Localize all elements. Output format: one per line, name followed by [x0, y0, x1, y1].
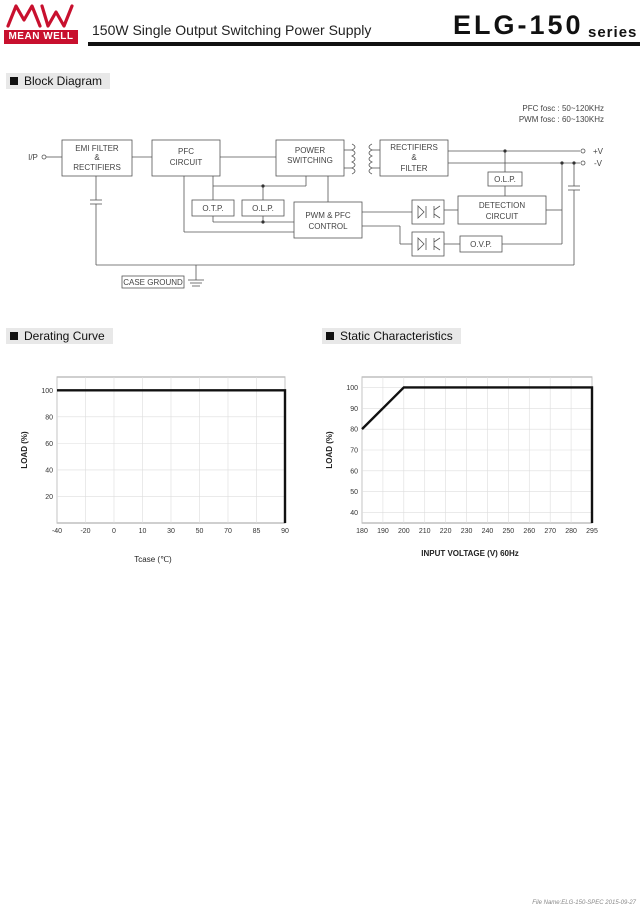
- series-line-1: [362, 387, 592, 523]
- x-tick-label: 270: [544, 528, 557, 535]
- emi-label-3: RECTIFIERS: [73, 163, 121, 172]
- y-tick-label: 80: [45, 414, 53, 422]
- y-tick-label: 60: [350, 468, 358, 476]
- rect-label-3: FILTER: [400, 164, 428, 173]
- y-tick-label: 90: [350, 405, 358, 413]
- y-tick-label: 80: [350, 426, 358, 434]
- y-tick-label: 40: [350, 510, 358, 518]
- rect-label-1: RECTIFIERS: [390, 143, 438, 152]
- rect-label-2: &: [411, 153, 417, 162]
- pwm-label-2: CONTROL: [308, 222, 348, 231]
- x-tick-label: 260: [523, 528, 536, 535]
- y-tick-label: 70: [350, 447, 358, 455]
- x-tick-label: 85: [252, 528, 261, 535]
- x-axis-label: INPUT VOLTAGE (V) 60Hz: [421, 549, 519, 558]
- power-label-1: POWER: [294, 146, 326, 155]
- x-axis-label: Tcase (℃): [134, 555, 172, 564]
- y-tick-label: 100: [41, 387, 53, 395]
- olp-label-1: O.L.P.: [252, 204, 274, 213]
- power-label-2: SWITCHING: [287, 156, 333, 165]
- model-name: ELG-150: [453, 10, 584, 40]
- x-tick-label: 180: [356, 528, 368, 535]
- x-tick-label: 0: [112, 528, 116, 535]
- det-label-2: CIRCUIT: [485, 212, 519, 221]
- x-tick-label: 70: [224, 528, 232, 535]
- x-tick-label: 90: [281, 528, 289, 535]
- y-tick-label: 40: [45, 467, 53, 475]
- x-tick-label: 220: [439, 528, 452, 535]
- input-label: I/P: [28, 153, 38, 162]
- x-tick-label: 240: [481, 528, 494, 535]
- x-tick-label: 190: [377, 528, 389, 535]
- x-tick-label: 295: [586, 528, 598, 535]
- out-pos-label: +V: [592, 147, 604, 156]
- static-heading-text: Static Characteristics: [340, 329, 453, 343]
- pfc-label-2: CIRCUIT: [169, 158, 203, 167]
- out-neg-label: -V: [594, 159, 602, 168]
- x-tick-label: -20: [80, 528, 91, 535]
- otp-label: O.T.P.: [202, 204, 224, 213]
- x-tick-label: 230: [460, 528, 473, 535]
- x-tick-label: 50: [195, 528, 204, 535]
- y-tick-label: 20: [45, 493, 53, 501]
- x-tick-label: 210: [418, 528, 431, 535]
- y-axis-label: LOAD (%): [325, 431, 334, 469]
- pfc-label-1: PFC: [178, 147, 194, 156]
- y-axis-label: LOAD (%): [20, 431, 29, 469]
- footer-file-name: File Name:ELG-150-SPEC 2015-09-27: [532, 900, 636, 906]
- x-tick-label: 30: [167, 528, 175, 535]
- x-tick-label: -40: [51, 528, 63, 535]
- document-title: 150W Single Output Switching Power Supply: [92, 22, 372, 38]
- x-tick-label: 200: [397, 528, 410, 535]
- det-label-1: DETECTION: [478, 201, 526, 210]
- series-label: series: [588, 24, 638, 41]
- block-diagram-heading-text: Block Diagram: [24, 74, 103, 88]
- emi-label-1: EMI FILTER: [75, 144, 119, 153]
- ovp-label: O.V.P.: [470, 240, 492, 249]
- olp-label-2: O.L.P.: [494, 175, 516, 184]
- case-ground-label: CASE GROUND: [123, 278, 183, 287]
- x-tick-label: 280: [565, 528, 577, 535]
- derating-heading-text: Derating Curve: [24, 329, 105, 343]
- emi-label-2: &: [94, 153, 100, 162]
- x-tick-label: 250: [502, 528, 515, 535]
- y-tick-label: 60: [45, 440, 53, 448]
- pfc-fosc-label: PFC fosc : 50~120KHz: [522, 104, 604, 113]
- pwm-label-1: PWM & PFC: [305, 211, 351, 220]
- y-tick-label: 50: [350, 489, 358, 497]
- x-tick-label: 10: [138, 528, 147, 535]
- y-tick-label: 100: [346, 384, 358, 392]
- brand-text: MEAN WELL: [4, 30, 78, 44]
- pwm-fosc-label: PWM fosc : 60~130KHz: [518, 115, 604, 124]
